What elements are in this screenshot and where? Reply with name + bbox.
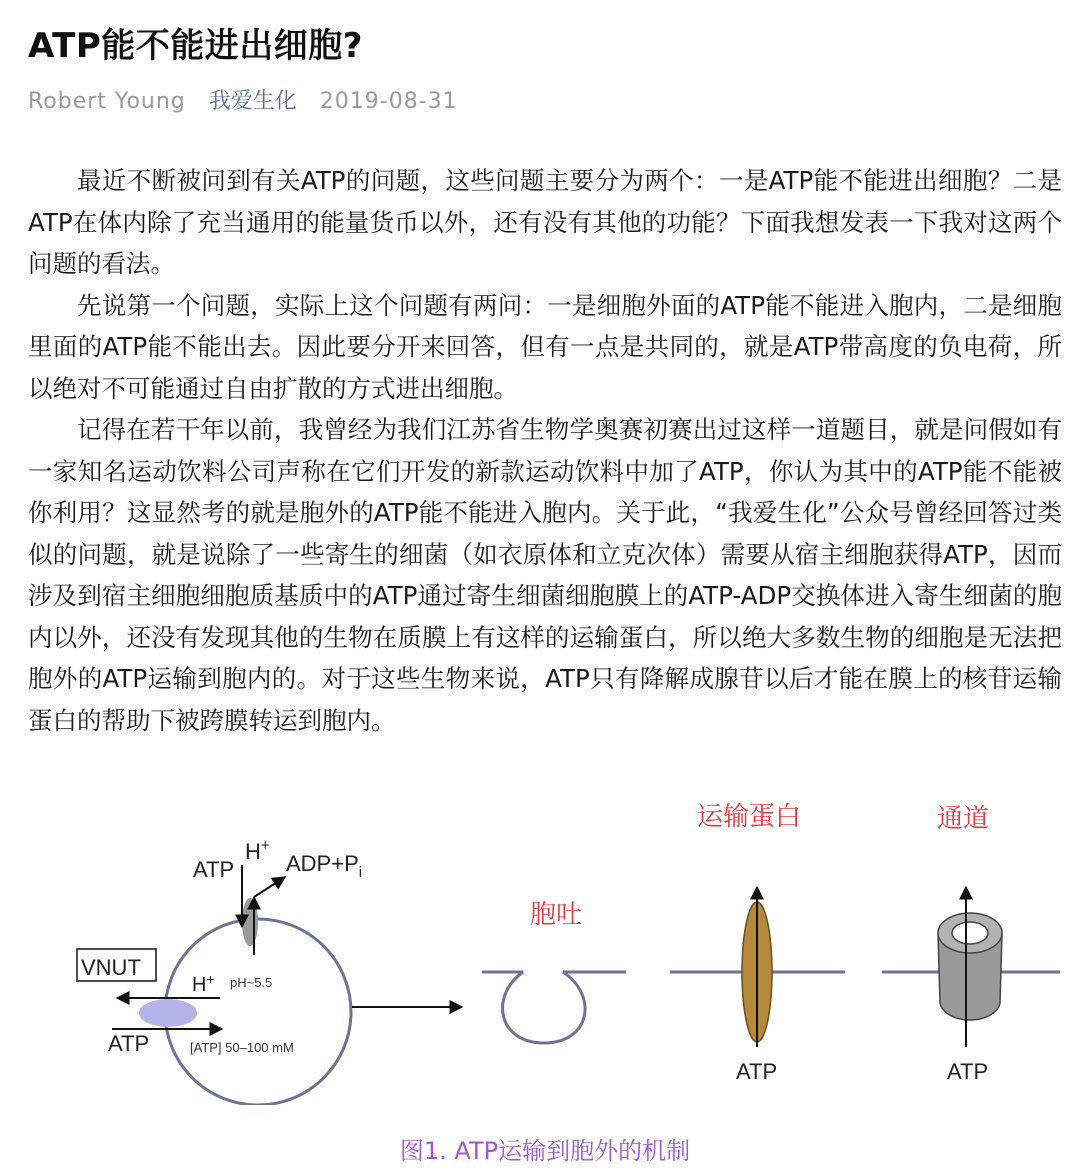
paragraph: 先说第一个问题，实际上这个问题有两问：一是细胞外面的ATP能不能进入胞内，二是细胞里面的ATP能不能出去。因此要分开来回答，但有一点是共同的，就是ATP带高度的负电荷，所以绝对不可能通过自由扩散的方式进出细胞。 [28,290,1062,403]
h-plus-inside-label: H+ [192,971,215,996]
paragraph: 记得在若干年以前，我曾经为我们江苏省生物学奥赛初赛出过这样一道题目，就是问假如有一家知名运动饮料公司声称在它们开发的新款运动饮料中加了ATP，你认为其中的ATP能不能被你利用？这显然考的就是胞外的ATP能不能进入胞内。关于此，“我爱生化”公众号曾经回答过类似的问题，就是说除了一些寄生的细菌（如衣原体和立克次体）需要从宿主细胞获得ATP，因而涉及到宿主细胞细胞质基质中的ATP通过寄生细菌细胞膜上的ATP-ADP交换体进入寄生细菌的胞内以外，还没有发现其他的生物在质膜上有这样的运输蛋白，所以绝大多数生物的细胞是无法把胞外的ATP运输到胞内的。对于这些生物来说，ATP只有降解成腺苷以后才能在膜上的核苷运输蛋白的帮助下被跨膜转运到胞内。 [28,415,1062,735]
article-body [28,160,1062,741]
channel-pore [952,922,988,944]
channel-diagram [882,803,1060,1084]
adp-arrow [254,877,285,897]
ph-label: pH~5.5 [230,975,273,990]
publish-date: 2019-08-31 [319,89,458,114]
vnut-label: VNUT [81,955,141,980]
account-link[interactable]: 我爱生化 [208,89,297,114]
article-title: ATP能不能进出细胞? [28,26,364,66]
atp-concentration-label: [ATP] 50–100 mM [190,1040,294,1055]
transporter-atp-label: ATP [736,1059,778,1084]
figure-caption: 图1. ATP运输到胞外的机制 [399,1137,691,1165]
adp-pi-label: $ADP+P_i$ [286,851,363,881]
transporter-diagram [670,801,845,1084]
vnut-transporter [139,999,197,1027]
exocytosis-diagram [482,899,626,1043]
h-plus-top-label: H+ [245,837,270,864]
proton-pump [242,898,258,946]
transporter-label: 运输蛋白 [697,801,802,831]
atp-top-label: ATP [193,857,235,882]
channel-atp-label: ATP [947,1059,989,1084]
article-meta [28,84,458,115]
atp-left-label: ATP [108,1031,150,1056]
paragraph: 最近不断被问到有关ATP的问题，这些问题主要分为两个：一是ATP能不能进出细胞？二是ATP在体内除了充当通用的能量货币以外，还有没有其他的功能？下面我想发表一下我对这两个问题的看法。 [28,166,1062,278]
vesicle-diagram [77,837,362,1105]
channel-label: 通道 [937,803,990,833]
author-name: Robert Young [28,89,186,114]
exocytosis-label: 胞吐 [530,899,583,929]
atp-transport-figure [60,795,1070,1105]
exocytosis-membrane [482,972,626,1043]
